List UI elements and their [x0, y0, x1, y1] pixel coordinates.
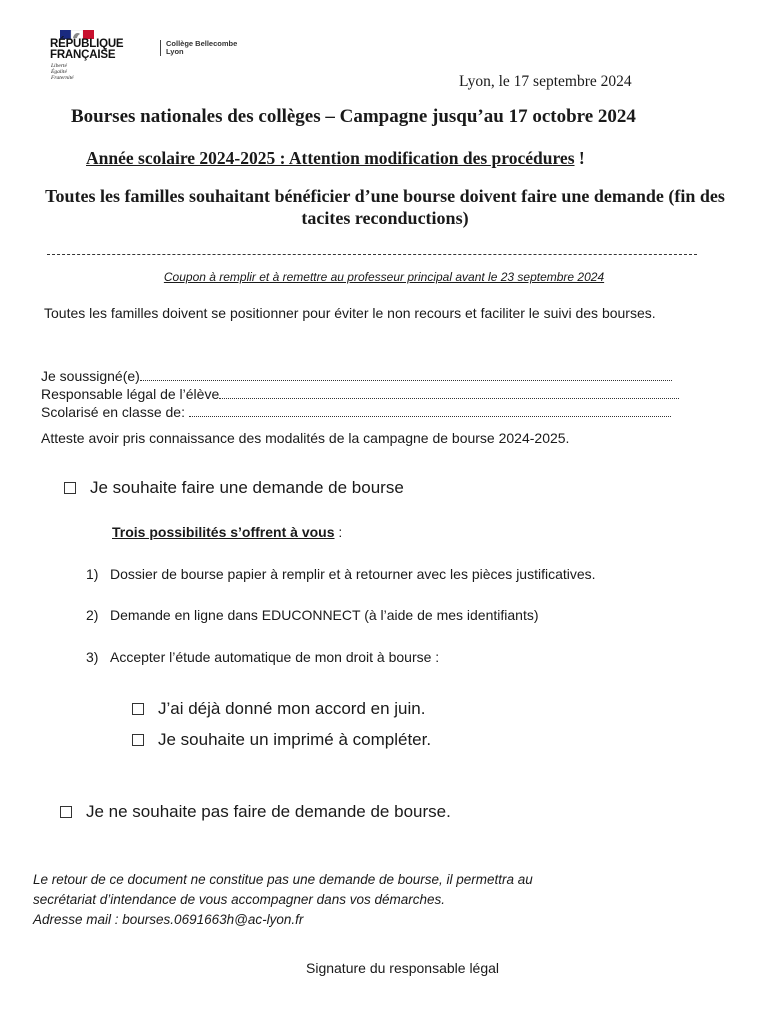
option-item-2	[86, 607, 539, 623]
main-title: Bourses nationales des collèges – Campagne jusqu’au 17 octobre 2024	[71, 106, 636, 127]
name-field-label: Je soussigné(e)	[41, 368, 140, 384]
coupon-intro: Toutes les familles doivent se positionner pour éviter le non recours et faciliter le suivi des bourses.	[44, 305, 656, 321]
option-text: Dossier de bourse papier à remplir et à retourner avec les pièces justificatives.	[110, 566, 596, 582]
republique-francaise-logo	[50, 30, 135, 88]
request-bursary-label: Je souhaite faire une demande de bourse	[90, 478, 404, 497]
class-field[interactable]	[41, 403, 671, 421]
class-field-dotted-line[interactable]	[189, 404, 671, 417]
guardian-field-dotted-line[interactable]	[219, 386, 679, 399]
document-date: Lyon, le 17 septembre 2024	[459, 73, 632, 90]
request-bursary-checkbox[interactable]	[64, 482, 76, 494]
school-year-title-text: Année scolaire 2024-2025 : Attention modification des procédures	[86, 148, 575, 168]
option-item-1	[86, 566, 596, 582]
options-title-text: Trois possibilités s’offrent à vous	[112, 524, 335, 540]
option-number: 2)	[86, 607, 99, 623]
coupon-heading: Coupon à remplir et à remettre au professeur principal avant le 23 septembre 2024	[163, 270, 605, 284]
class-field-label: Scolarisé en classe de:	[41, 404, 189, 420]
no-request-option[interactable]	[60, 802, 451, 822]
footer-note-line: secrétariat d’intendance de vous accompagner dans vos démarches.	[33, 892, 445, 907]
already-agreed-label: J’ai déjà donné mon accord en juin.	[158, 699, 426, 718]
options-title: Trois possibilités s’offrent à vous :	[112, 524, 343, 540]
contact-email: Adresse mail : bourses.0691663h@ac-lyon.fr	[33, 912, 304, 927]
logo-title: RÉPUBLIQUE FRANÇAISE	[50, 38, 124, 61]
option-number: 1)	[86, 566, 99, 582]
logo-motto: Liberté Égalité Fraternité	[51, 63, 74, 81]
name-field-dotted-line[interactable]	[140, 368, 672, 381]
paper-form-option[interactable]	[132, 730, 431, 750]
college-name: Collège Bellecombe Lyon	[160, 40, 237, 56]
footer-note-line: Le retour de ce document ne constitue pas une demande de bourse, il permettra au	[33, 872, 533, 887]
cut-line-divider	[47, 254, 697, 255]
families-notice: Toutes les familles souhaitant bénéficier d’une bourse doivent faire une demande (fin des tacites reconductions)	[45, 186, 725, 228]
footer-note	[33, 870, 673, 930]
paper-form-checkbox[interactable]	[132, 734, 144, 746]
option-text: Demande en ligne dans EDUCONNECT (à l’aide de mes identifiants)	[110, 607, 539, 623]
option-number: 3)	[86, 649, 99, 665]
option-text: Accepter l’étude automatique de mon droit à bourse :	[110, 649, 440, 665]
option-item-3	[86, 649, 439, 665]
signature-label: Signature du responsable légal	[306, 960, 500, 976]
guardian-field[interactable]	[41, 385, 679, 403]
already-agreed-checkbox[interactable]	[132, 703, 144, 715]
no-request-checkbox[interactable]	[60, 806, 72, 818]
guardian-field-label: Responsable légal de l’élève	[41, 386, 220, 402]
paper-form-label: Je souhaite un imprimé à compléter.	[158, 730, 432, 749]
school-year-title: Année scolaire 2024-2025 : Attention modification des procédures !	[86, 148, 585, 168]
already-agreed-option[interactable]	[132, 699, 425, 719]
name-field[interactable]	[41, 367, 672, 385]
attest-statement: Atteste avoir pris connaissance des modalités de la campagne de bourse 2024-2025.	[41, 430, 570, 446]
no-request-label: Je ne souhaite pas faire de demande de bourse.	[86, 802, 451, 821]
request-bursary-option[interactable]	[64, 478, 404, 498]
